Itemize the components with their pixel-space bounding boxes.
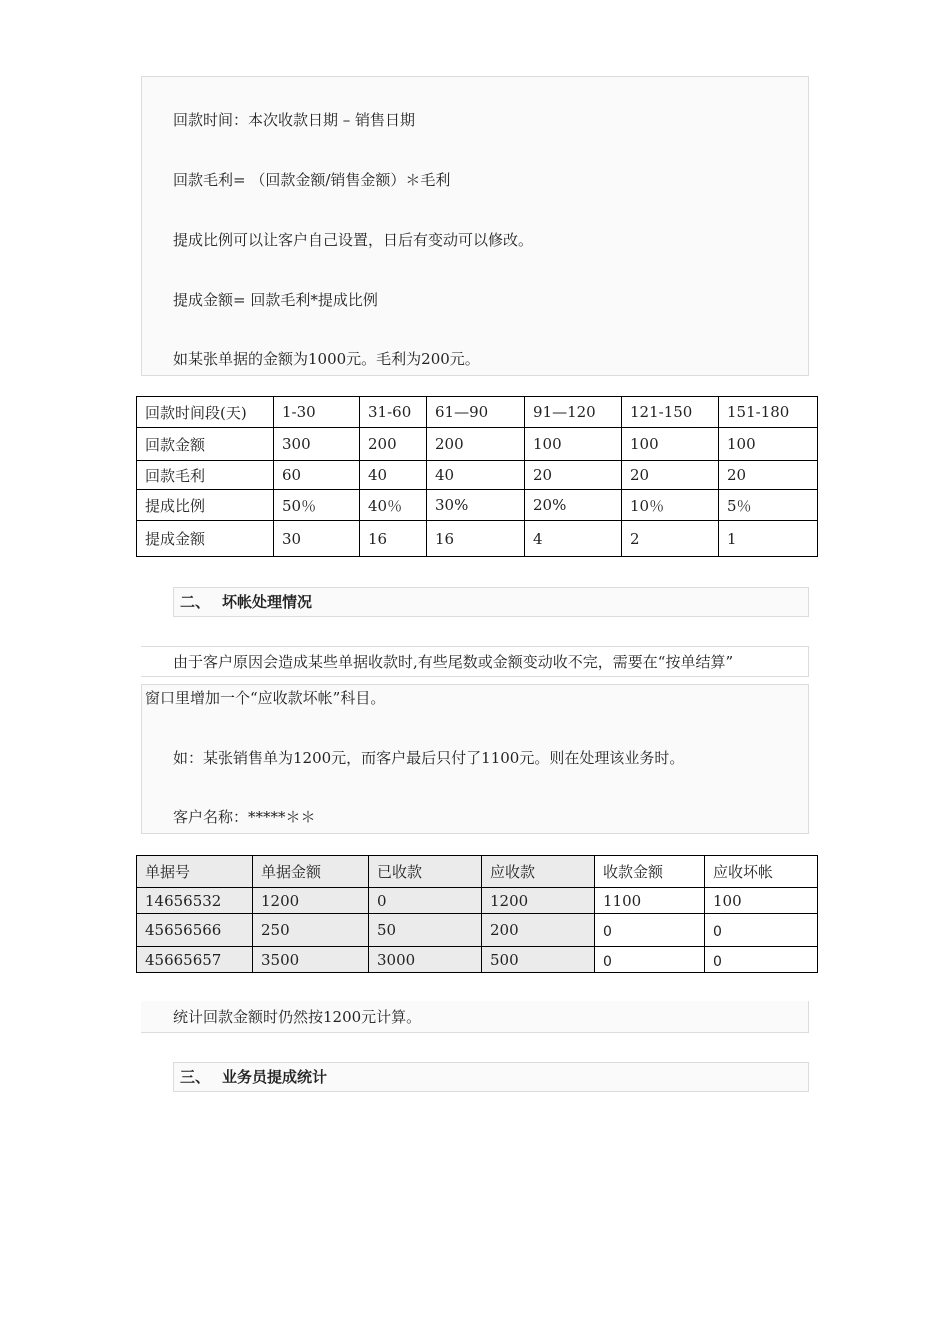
cell: 3000	[369, 947, 482, 973]
header-cell: 已收款	[369, 856, 482, 888]
cell: 20	[525, 461, 622, 490]
cell: 100	[705, 888, 818, 914]
cell: 100	[622, 428, 719, 461]
baddebt-row	[137, 947, 818, 973]
intro-line-1: 回款时间：本次收款日期 – 销售日期	[173, 111, 416, 129]
cell: 200	[360, 428, 427, 461]
cell: 0	[705, 914, 818, 947]
para-line-1: 由于客户原因会造成某些单据收款时,有些尾数或金额变动收不完，需要在“按单结算”	[173, 653, 734, 671]
cell: 151-180	[719, 397, 818, 428]
cell: 0	[705, 947, 818, 973]
cell: 4	[525, 521, 622, 557]
commission-row	[137, 461, 818, 490]
cell: 1200	[482, 888, 595, 914]
cell: 61—90	[427, 397, 525, 428]
cell: 2	[622, 521, 719, 557]
cell: 100	[525, 428, 622, 461]
cell: 5％	[719, 490, 818, 521]
intro-line-4: 提成金额= 回款毛利*提成比例	[173, 291, 378, 309]
baddebt-header-row	[137, 856, 818, 888]
intro-line-5: 如某张单据的金额为1000元。毛利为200元。	[173, 350, 480, 368]
cell: 回款时间段(天)	[137, 397, 274, 428]
cell: 121-150	[622, 397, 719, 428]
commission-row	[137, 521, 818, 557]
example-line: 如：某张销售单为1200元，而客户最后只付了1100元。则在处理该业务时。	[173, 749, 685, 767]
cell: 14656532	[137, 888, 253, 914]
cell: 45665657	[137, 947, 253, 973]
cell: 提成金额	[137, 521, 274, 557]
cell: 40	[360, 461, 427, 490]
cell: 50％	[274, 490, 360, 521]
cell: 31-60	[360, 397, 427, 428]
cell: 30%	[427, 490, 525, 521]
note-line: 统计回款金额时仍然按1200元计算。	[173, 1008, 422, 1026]
cell: 250	[253, 914, 369, 947]
section-number: 二、	[180, 593, 211, 611]
cell: 1-30	[274, 397, 360, 428]
cell: 40％	[360, 490, 427, 521]
cell: 30	[274, 521, 360, 557]
cell: 300	[274, 428, 360, 461]
cell: 200	[427, 428, 525, 461]
section-number: 三、	[180, 1068, 211, 1086]
cell: 回款毛利	[137, 461, 274, 490]
baddebt-table	[136, 855, 818, 973]
header-cell: 应收款	[482, 856, 595, 888]
commission-table	[136, 396, 818, 557]
cell: 16	[360, 521, 427, 557]
cell: 回款金额	[137, 428, 274, 461]
cell: 10％	[622, 490, 719, 521]
baddebt-row	[137, 914, 818, 947]
header-cell: 应收坏帐	[705, 856, 818, 888]
baddebt-row	[137, 888, 818, 914]
header-cell: 收款金额	[595, 856, 705, 888]
cell: 0	[595, 947, 705, 973]
commission-row	[137, 490, 818, 521]
commission-row	[137, 397, 818, 428]
cell: 20	[719, 461, 818, 490]
intro-line-2: 回款毛利= （回款金额/销售金额）＊毛利	[173, 171, 451, 189]
intro-line-3: 提成比例可以让客户自己设置，日后有变动可以修改。	[173, 231, 534, 249]
para-line-2: 窗口里增加一个“应收款坏帐”科目。	[145, 689, 386, 707]
section-title: 业务员提成统计	[222, 1068, 328, 1086]
header-cell: 单据号	[137, 856, 253, 888]
cell: 100	[719, 428, 818, 461]
cell: 1200	[253, 888, 369, 914]
cell: 200	[482, 914, 595, 947]
cell: 1100	[595, 888, 705, 914]
cell: 提成比例	[137, 490, 274, 521]
cell: 3500	[253, 947, 369, 973]
cell: 16	[427, 521, 525, 557]
header-cell: 单据金额	[253, 856, 369, 888]
section-title: 坏帐处理情况	[222, 593, 313, 611]
cell: 60	[274, 461, 360, 490]
section-heading-3	[173, 1062, 809, 1092]
cell: 0	[369, 888, 482, 914]
cell: 500	[482, 947, 595, 973]
commission-row	[137, 428, 818, 461]
cell: 1	[719, 521, 818, 557]
cell: 0	[595, 914, 705, 947]
cell: 91—120	[525, 397, 622, 428]
section-heading-2	[173, 587, 809, 617]
cell: 20%	[525, 490, 622, 521]
cell: 45656566	[137, 914, 253, 947]
cell: 20	[622, 461, 719, 490]
cell: 50	[369, 914, 482, 947]
cell: 40	[427, 461, 525, 490]
customer-line: 客户名称：*****＊＊	[173, 808, 316, 826]
